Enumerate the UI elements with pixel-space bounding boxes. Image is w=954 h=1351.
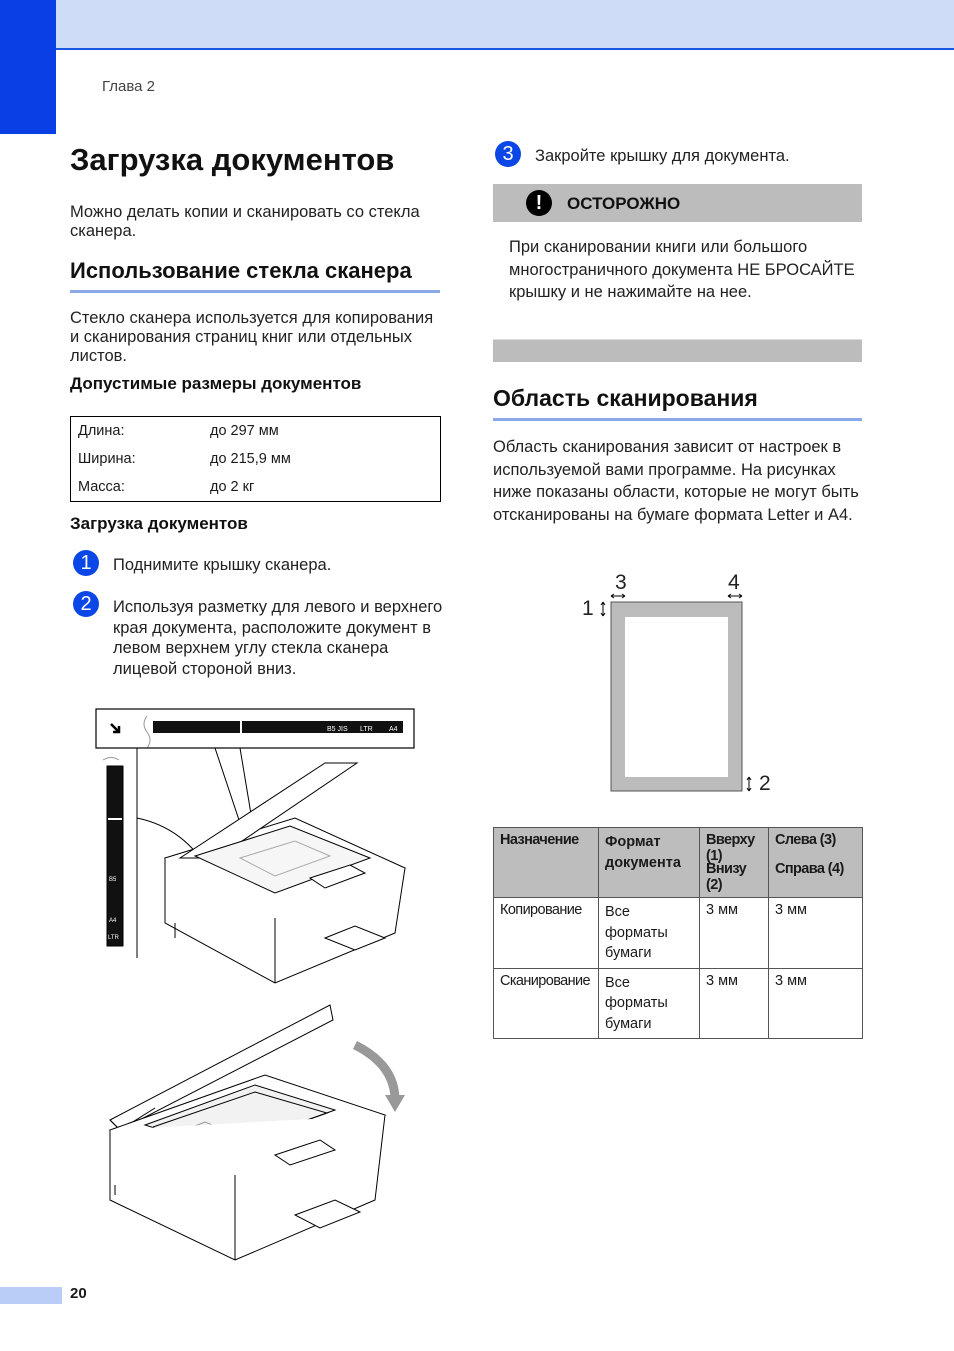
header-leftright	[769, 828, 863, 898]
step-1-text: Поднимите крышку сканера.	[113, 556, 332, 574]
scan-margins-table	[493, 827, 863, 1039]
header-topbottom	[700, 828, 769, 898]
cell-purpose: Сканирование	[494, 968, 599, 1039]
margin-label-top: 1	[582, 597, 594, 620]
cell-leftright: 3 мм	[769, 898, 863, 969]
cell-format: Все форматы бумаги	[599, 898, 700, 969]
chapter-tab	[0, 0, 56, 134]
header-left: Слева (3)	[775, 832, 836, 848]
size-value: до 2 кг	[210, 478, 255, 495]
intro-text: Можно делать копии и сканировать со стекла сканера.	[70, 203, 420, 240]
cell-topbottom: 3 мм	[700, 968, 769, 1039]
section-rule	[493, 418, 862, 421]
chapter-label: Глава 2	[102, 78, 156, 95]
margin-label-right: 4	[728, 571, 740, 594]
size-label: Ширина:	[78, 450, 136, 467]
caution-label: ОСТОРОЖНО	[567, 194, 681, 213]
scanner-closing-illustration	[105, 1000, 405, 1265]
header-purpose: Назначение	[494, 828, 599, 898]
table-row	[71, 445, 441, 473]
margin-label-left: 3	[615, 571, 627, 594]
loading-heading: Загрузка документов	[70, 514, 248, 533]
step-2-badge: 2	[73, 591, 99, 617]
header-band	[56, 0, 954, 50]
step-3-text: Закройте крышку для документа.	[535, 147, 790, 165]
glass-text: Стекло сканера используется для копирования и сканирования страниц книг или отдельных листов.	[70, 309, 434, 365]
side-label-ltr: LTR	[108, 935, 119, 941]
cell-topbottom: 3 мм	[700, 898, 769, 969]
cell-leftright: 3 мм	[769, 968, 863, 1039]
table-row	[494, 898, 863, 969]
section-rule	[70, 290, 440, 293]
sizes-table	[70, 416, 441, 502]
size-label: Длина:	[78, 422, 125, 439]
scan-area-diagram	[575, 565, 785, 800]
ruler-label-ltr: LTR	[360, 726, 373, 733]
step-3-badge: 3	[495, 141, 521, 167]
header-format: Формат документа	[599, 828, 700, 898]
ruler-label-b5: B5 JIS	[327, 726, 348, 733]
page-number: 20	[70, 1285, 87, 1302]
size-value: до 215,9 мм	[210, 450, 291, 467]
header-bottom: Внизу (2)	[706, 861, 747, 893]
scan-area-text: Область сканирования зависит от настроек в используемой вами программе. На рисунках ниже показаны области, которые не могут быть отсканированы на бумаге формата Letter и А4.	[493, 438, 859, 524]
caution-footer	[493, 339, 862, 362]
header-right: Справа (4)	[775, 861, 844, 877]
step-1-badge: 1	[73, 550, 99, 576]
table-row	[71, 417, 441, 446]
header-top: Вверху (1)	[706, 832, 755, 864]
table-header-row	[494, 828, 863, 898]
ruler-label-a4: A4	[389, 726, 398, 733]
page-title: Загрузка документов	[70, 142, 395, 177]
sizes-heading: Допустимые размеры документов	[70, 374, 362, 393]
size-value: до 297 мм	[210, 422, 279, 439]
scanner-open-illustration	[95, 708, 420, 993]
margin-label-bottom: 2	[759, 772, 771, 795]
cell-purpose: Копирование	[494, 898, 599, 969]
cell-format: Все форматы бумаги	[599, 968, 700, 1039]
side-label-b5: B5	[109, 877, 117, 883]
side-label-a4: A4	[109, 918, 117, 924]
table-row	[494, 968, 863, 1039]
section-heading-scan-area: Область сканирования	[493, 385, 758, 411]
section-heading-glass: Использование стекла сканера	[70, 258, 412, 283]
table-row	[71, 473, 441, 502]
step-2-text: Используя разметку для левого и верхнего края документа, расположите документ в левом верхнем углу стекла сканера лицевой стороной вниз.	[113, 598, 443, 678]
size-label: Масса:	[78, 478, 125, 495]
close-direction-arrow-icon	[355, 1045, 395, 1100]
caution-text: При сканировании книги или большого многостраничного документа НЕ БРОСАЙТЕ крышку и не нажимайте на нее.	[509, 238, 855, 301]
footer-band	[0, 1287, 62, 1304]
warning-icon: !	[526, 190, 552, 216]
